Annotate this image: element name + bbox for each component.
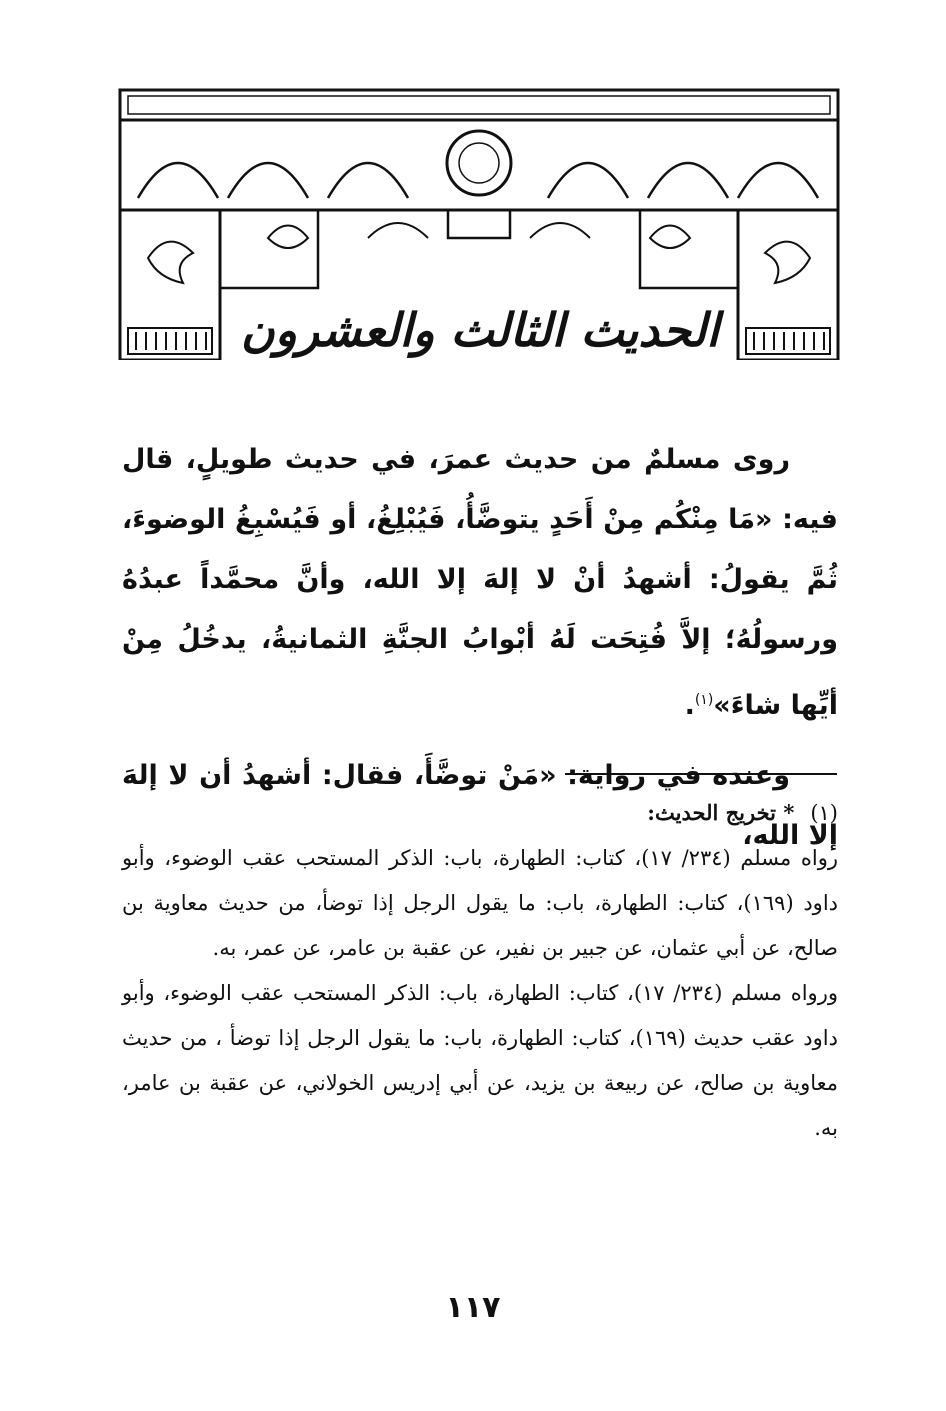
hadith-title: الحديث الثالث والعشرون (240, 303, 720, 357)
footnote-number: (١) (810, 801, 838, 825)
main-paragraph-1 (122, 430, 838, 736)
footnote-reference[interactable]: (١) (694, 692, 714, 708)
page-number: ١١٧ (445, 1290, 501, 1325)
footnote-separator (565, 773, 837, 775)
paragraph-1-text: روى مسلمٌ من حديث عمرَ، في حديث طويلٍ، قال فيه: «مَا مِنْكُم مِنْ أَحَدٍ يتوضَّأُ، فَيُبْلِغُ، أو فَيُسْبِغُ الوضوءَ، ثُمَّ يقولُ: أشهدُ أنْ لا إلهَ إلا الله، وأنَّ محمَّداً عبدُهُ ورسولُهُ؛ إلاَّ فُتِحَت لَهُ أبْوابُ الجنَّةِ الثمانيةُ، يدخُلُ مِنْ أيِّها شاءَ» (122, 444, 838, 721)
footnote-heading-text: * تخريج الحديث: (647, 800, 795, 825)
footnote-heading (122, 790, 838, 836)
paragraph-1-end: . (684, 690, 695, 721)
main-paragraph-2: وعنده في رواية: «مَنْ توضَّأَ، فقال: أشهدُ أن لا إلهَ إلا الله، (122, 760, 838, 851)
footnote-paragraph-1: رواه مسلم (٢٣٤/ ١٧)، كتاب: الطهارة، باب: الذكر المستحب عقب الوضوء، وأبو داود (١٦٩)، كتاب: الطهارة، باب: ما يقول الرجل إذا توضأ، من حديث معاوية بن صالح، عن أبي عثمان، عن جبير بن نفير، عن عقبة بن عامر، عن عمر، به. (122, 846, 838, 960)
footnotes (122, 790, 838, 1151)
footnote-paragraph-2: ورواه مسلم (٢٣٤/ ١٧)، كتاب: الطهارة، باب: الذكر المستحب عقب الوضوء، وأبو داود عقب حديث (١٦٩)، كتاب: الطهارة، باب: ما يقول الرجل إذا توضأ ، من حديث معاوية بن صالح، عن ربيعة بن يزيد، عن أبي إدريس الخولاني، عن عقبة بن عامر، به. (122, 981, 838, 1140)
